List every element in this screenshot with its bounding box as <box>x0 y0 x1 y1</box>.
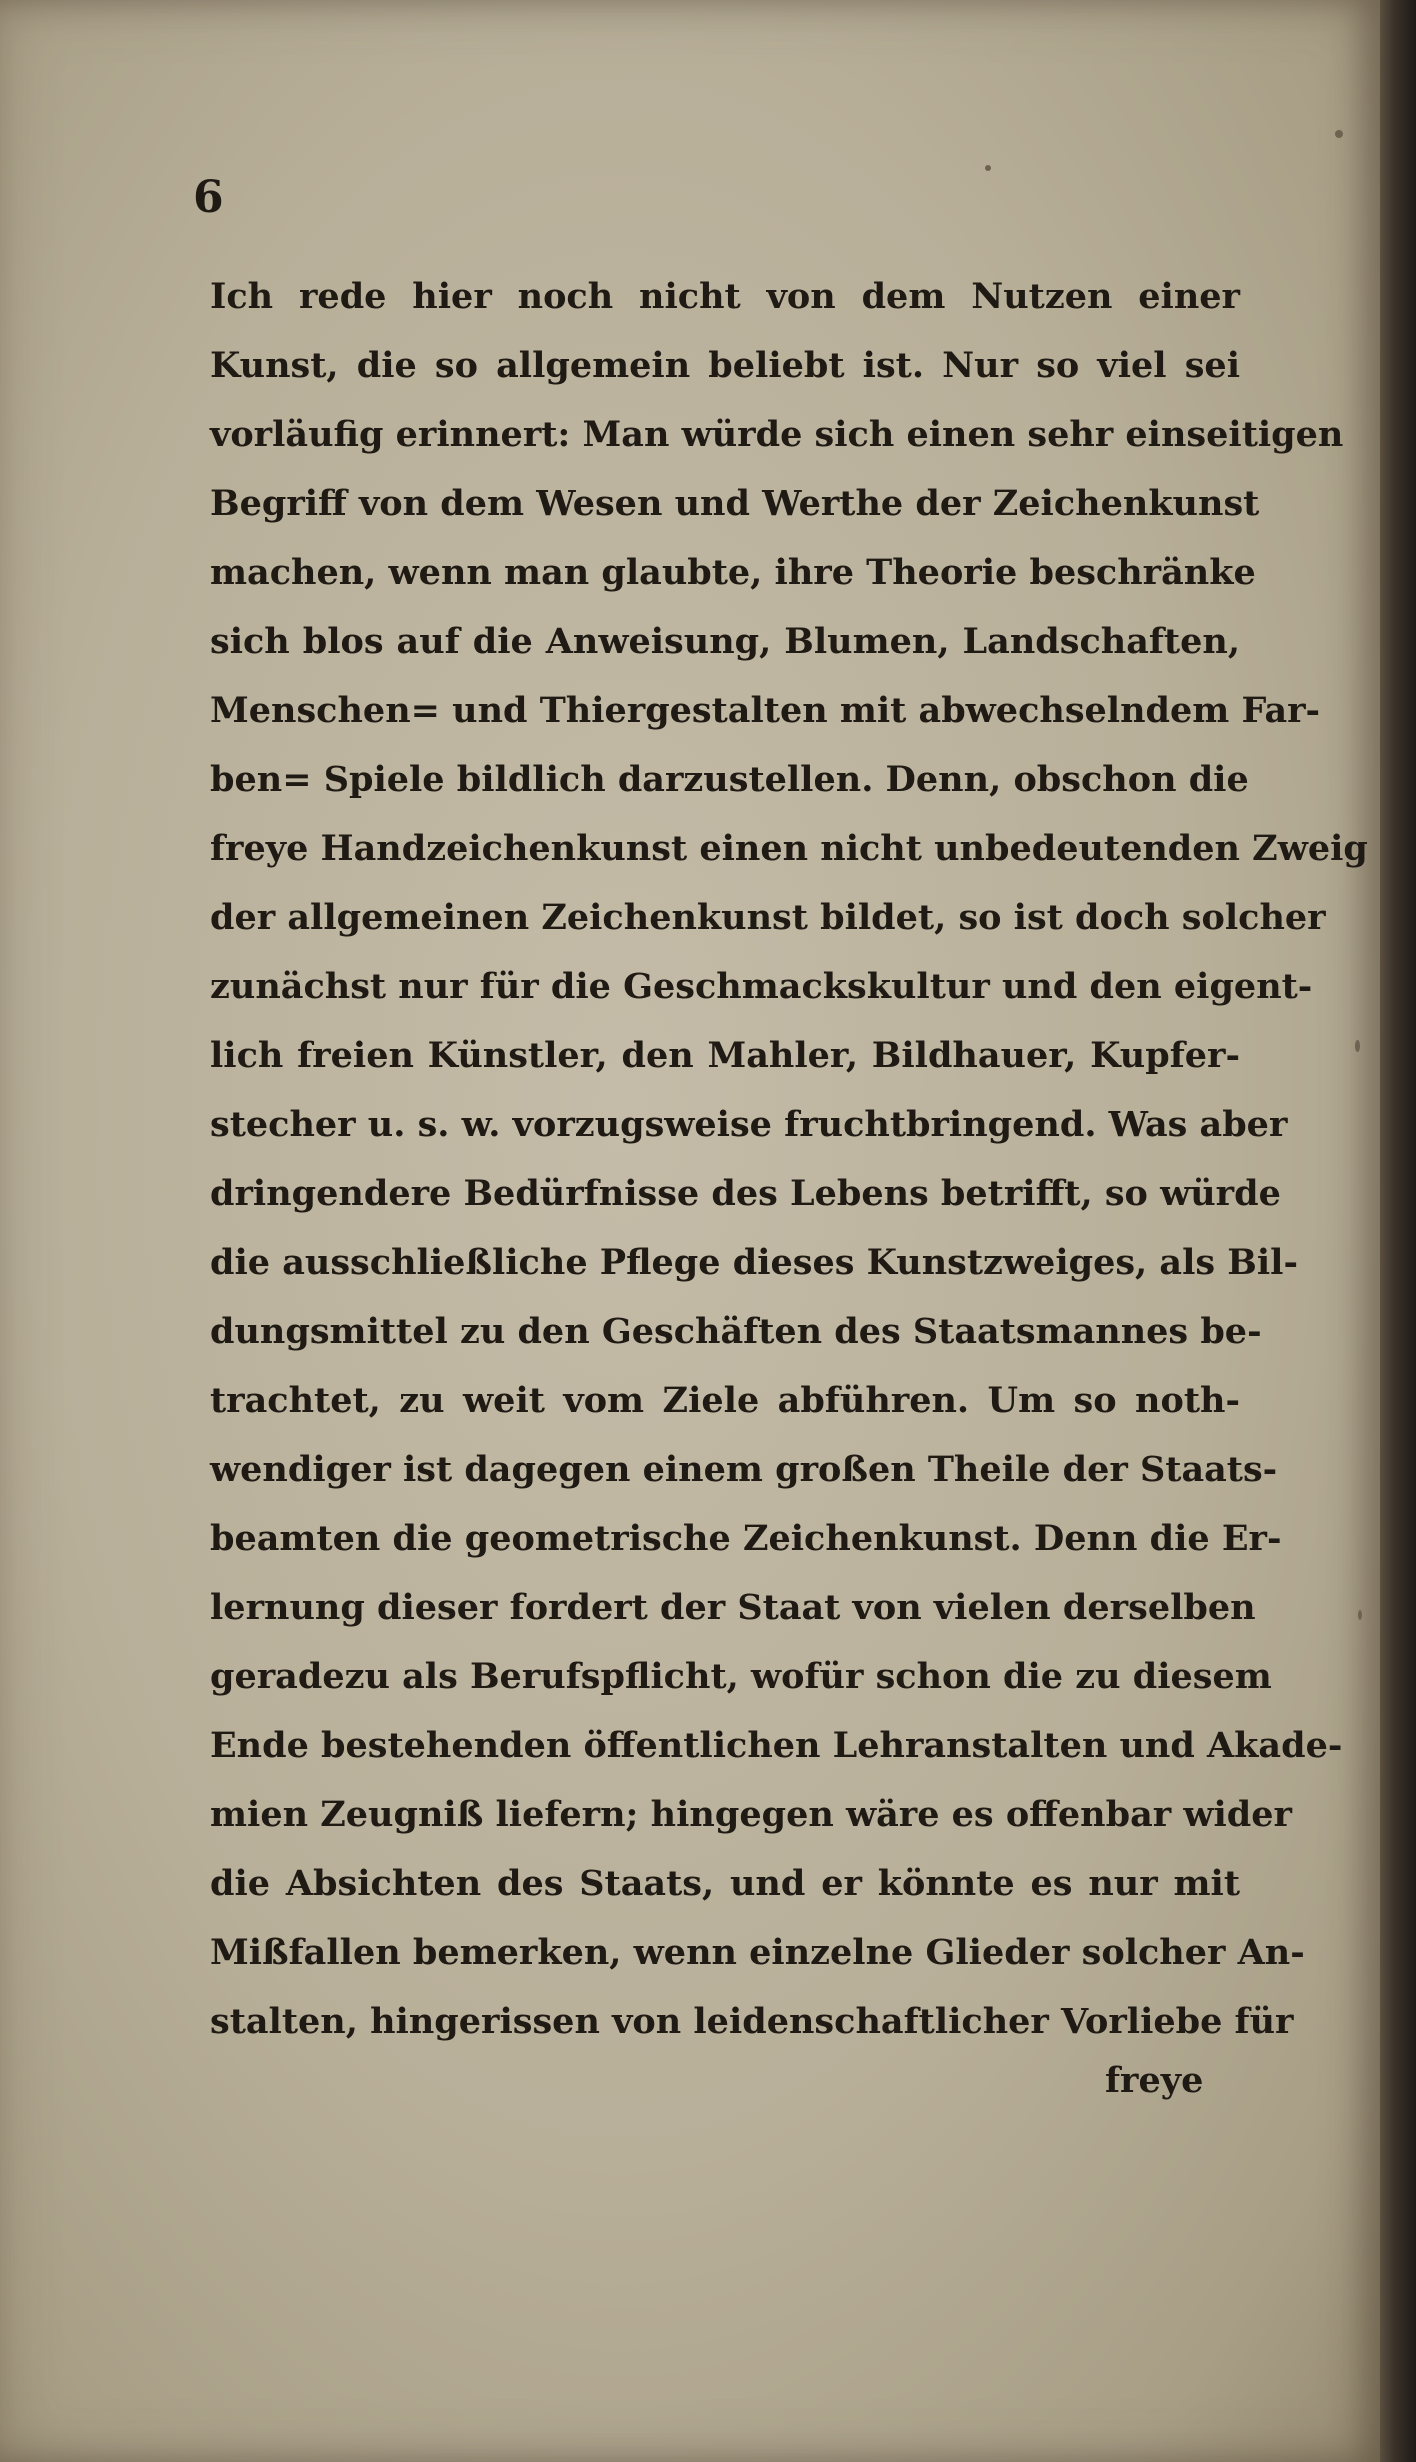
text-line: zunächst nur für die Geschmackskultur und den eigent- <box>210 966 1313 1007</box>
text-line: der allgemeinen Zeichenkunst bildet, so ist doch solcher <box>210 897 1326 938</box>
text-line: die ausschließliche Pflege dieses Kunstzweiges, als Bil- <box>210 1242 1298 1283</box>
text-line: die Absichten des Staats, und er könnte es nur mit <box>210 1863 1240 1904</box>
text-line: lich freien Künstler, den Mahler, Bildhauer, Kupfer- <box>210 1035 1240 1076</box>
text-line: Ende bestehenden öffentlichen Lehranstalten und Akade- <box>210 1725 1343 1766</box>
book-spine-edge <box>1380 0 1416 2462</box>
text-line: freye Handzeichenkunst einen nicht unbedeutenden Zweig <box>210 828 1368 869</box>
text-line: Begriff von dem Wesen und Werthe der Zeichenkunst <box>210 483 1260 524</box>
page-number: 6 <box>193 172 224 223</box>
paper-speck <box>1355 1040 1360 1052</box>
catchword: freye <box>1105 2060 1204 2101</box>
text-line: Ich rede hier noch nicht von dem Nutzen einer <box>210 276 1240 317</box>
text-line: vorläufig erinnert: Man würde sich einen sehr einseitigen <box>210 414 1344 455</box>
text-line: geradezu als Berufspflicht, wofür schon die zu diesem <box>210 1656 1272 1697</box>
text-line: mien Zeugniß liefern; hingegen wäre es offenbar wider <box>210 1794 1292 1835</box>
text-line: ben= Spiele bildlich darzustellen. Denn, obschon die <box>210 759 1249 800</box>
text-line: Mißfallen bemerken, wenn einzelne Glieder solcher An- <box>210 1932 1305 1973</box>
text-line: beamten die geometrische Zeichenkunst. Denn die Er- <box>210 1518 1282 1559</box>
text-line: wendiger ist dagegen einem großen Theile der Staats- <box>210 1449 1278 1490</box>
paper-speck <box>985 165 991 171</box>
paper-speck <box>1335 130 1343 138</box>
body-text <box>210 262 1368 2056</box>
text-line: dringendere Bedürfnisse des Lebens betrifft, so würde <box>210 1173 1281 1214</box>
text-line: Menschen= und Thiergestalten mit abwechselndem Far- <box>210 690 1321 731</box>
text-line: dungsmittel zu den Geschäften des Staatsmannes be- <box>210 1311 1262 1352</box>
text-line: stalten, hingerissen von leidenschaftlicher Vorliebe für <box>210 2001 1294 2042</box>
text-line: machen, wenn man glaubte, ihre Theorie beschränke <box>210 552 1256 593</box>
text-line: stecher u. s. w. vorzugsweise fruchtbringend. Was aber <box>210 1104 1288 1145</box>
text-line: sich blos auf die Anweisung, Blumen, Landschaften, <box>210 621 1240 662</box>
text-line: Kunst, die so allgemein beliebt ist. Nur so viel sei <box>210 345 1240 386</box>
text-line: trachtet, zu weit vom Ziele abführen. Um so noth- <box>210 1380 1240 1421</box>
paper-speck <box>1358 1610 1362 1620</box>
text-line: lernung dieser fordert der Staat von vielen derselben <box>210 1587 1256 1628</box>
